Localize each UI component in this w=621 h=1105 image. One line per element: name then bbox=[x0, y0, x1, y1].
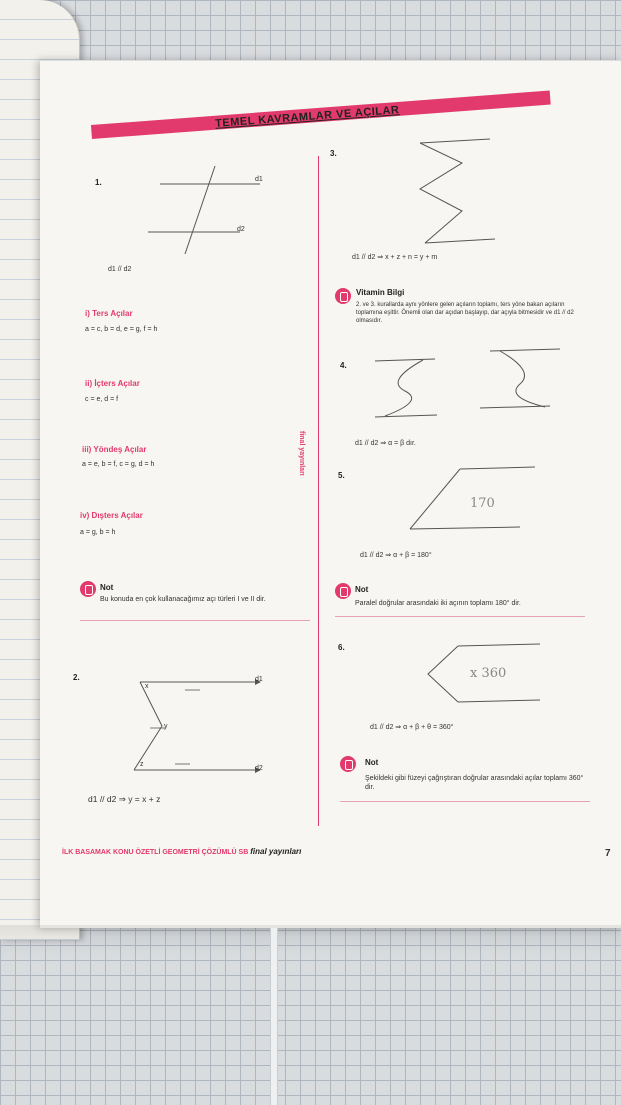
section-yondes-eq: a = e, b = f, c = g, d = h bbox=[82, 461, 155, 468]
note-1-text: Bu konuda en çok kullanacağımız açı türleri I ve II dir. bbox=[100, 596, 266, 603]
question-2-number: 2. bbox=[73, 673, 80, 682]
note-3-text: Şekildeki gibi füzeyi çağrıştıran doğrular arasındaki açılar toplamı 360° dir. bbox=[365, 775, 584, 791]
question-3-number: 3. bbox=[330, 149, 337, 158]
footer-left bbox=[62, 847, 301, 856]
q1-d1-label: d1 bbox=[255, 176, 263, 183]
figure-parallel-transversal bbox=[140, 166, 270, 256]
figure-4-right bbox=[475, 346, 565, 421]
note-icon bbox=[335, 583, 351, 599]
note-2-text: Paralel doğrular arasındaki iki açının toplamı 180° dir. bbox=[355, 600, 521, 607]
section-yondes-acilar: iii) Yöndeş Açılar bbox=[82, 445, 147, 454]
page-number: 7 bbox=[605, 848, 611, 859]
note-icon bbox=[80, 581, 96, 597]
note-1-title: Not bbox=[100, 583, 114, 592]
section-icters-acilar: ii) İçters Açılar bbox=[85, 379, 140, 388]
section-ters-acilar: i) Ters Açılar bbox=[85, 309, 133, 318]
note-2-title: Not bbox=[355, 585, 369, 594]
note-box-3 bbox=[340, 756, 590, 802]
vitamin-text: 2. ve 3. kurallarda aynı yönlere gelen açıların toplamı, ters yöne bakan açıların toplamına eşittir. Önemli olan dar açıdan başlayıp, dar açıyla bitmesidir ve d1 // d2 olmasıdır. bbox=[356, 302, 574, 324]
q3-equation: d1 // d2 ⇒ x + z + n = y + m bbox=[352, 254, 438, 261]
q4-equation: d1 // d2 ⇒ α = β dır. bbox=[355, 440, 416, 447]
section-icters-eq: c = e, d = f bbox=[85, 396, 119, 403]
page-title: TEMEL KAVRAMLAR VE AÇILAR bbox=[214, 104, 400, 130]
question-1-number: 1. bbox=[95, 178, 102, 187]
q2-angle-y: y bbox=[164, 723, 168, 730]
q6-equation: d1 // d2 ⇒ α + β + θ = 360° bbox=[370, 724, 454, 731]
figure-4-left bbox=[365, 351, 445, 426]
q5-handwritten: 170 bbox=[470, 496, 495, 511]
note-icon bbox=[340, 756, 356, 772]
note-box-2 bbox=[335, 583, 585, 617]
q2-d1-label: d1 bbox=[255, 676, 263, 683]
figure-zigzag-2 bbox=[130, 676, 270, 776]
section-disters-eq: a = g, b = h bbox=[80, 529, 116, 536]
note-3-title: Not bbox=[365, 758, 379, 767]
section-ters-eq: a = c, b = d, e = g, f = h bbox=[85, 326, 158, 333]
q2-d2-label: d2 bbox=[255, 765, 263, 772]
vertical-brand: final yayınları bbox=[298, 431, 305, 476]
q1-relation: d1 // d2 bbox=[108, 266, 132, 273]
vitamin-icon bbox=[335, 288, 351, 304]
q5-equation: d1 // d2 ⇒ α + β = 180° bbox=[360, 552, 432, 559]
section-disters-acilar: iv) Dışters Açılar bbox=[80, 511, 143, 520]
paper-strip bbox=[270, 928, 278, 1105]
footer-book-title: İLK BASAMAK KONU ÖZETLİ GEOMETRİ ÇÖZÜMLÜ SB bbox=[62, 849, 249, 856]
q6-handwritten: x 360 bbox=[470, 666, 507, 681]
question-5-number: 5. bbox=[338, 471, 345, 480]
page-bottom-shadow bbox=[0, 925, 621, 1105]
q2-angle-z: z bbox=[140, 761, 144, 768]
note-box-1 bbox=[80, 581, 310, 621]
question-6-number: 6. bbox=[338, 643, 345, 652]
figure-zigzag-3 bbox=[410, 139, 500, 249]
footer-brand: final yayınları bbox=[250, 847, 302, 856]
q1-d2-label: d2 bbox=[237, 226, 245, 233]
textbook-page bbox=[40, 60, 621, 928]
column-divider bbox=[318, 156, 319, 826]
q2-angle-x: x bbox=[145, 683, 149, 690]
question-4-number: 4. bbox=[340, 361, 347, 370]
vitamin-title: Vitamin Bilgi bbox=[356, 288, 405, 297]
q2-equation: d1 // d2 ⇒ y = x + z bbox=[88, 794, 161, 804]
